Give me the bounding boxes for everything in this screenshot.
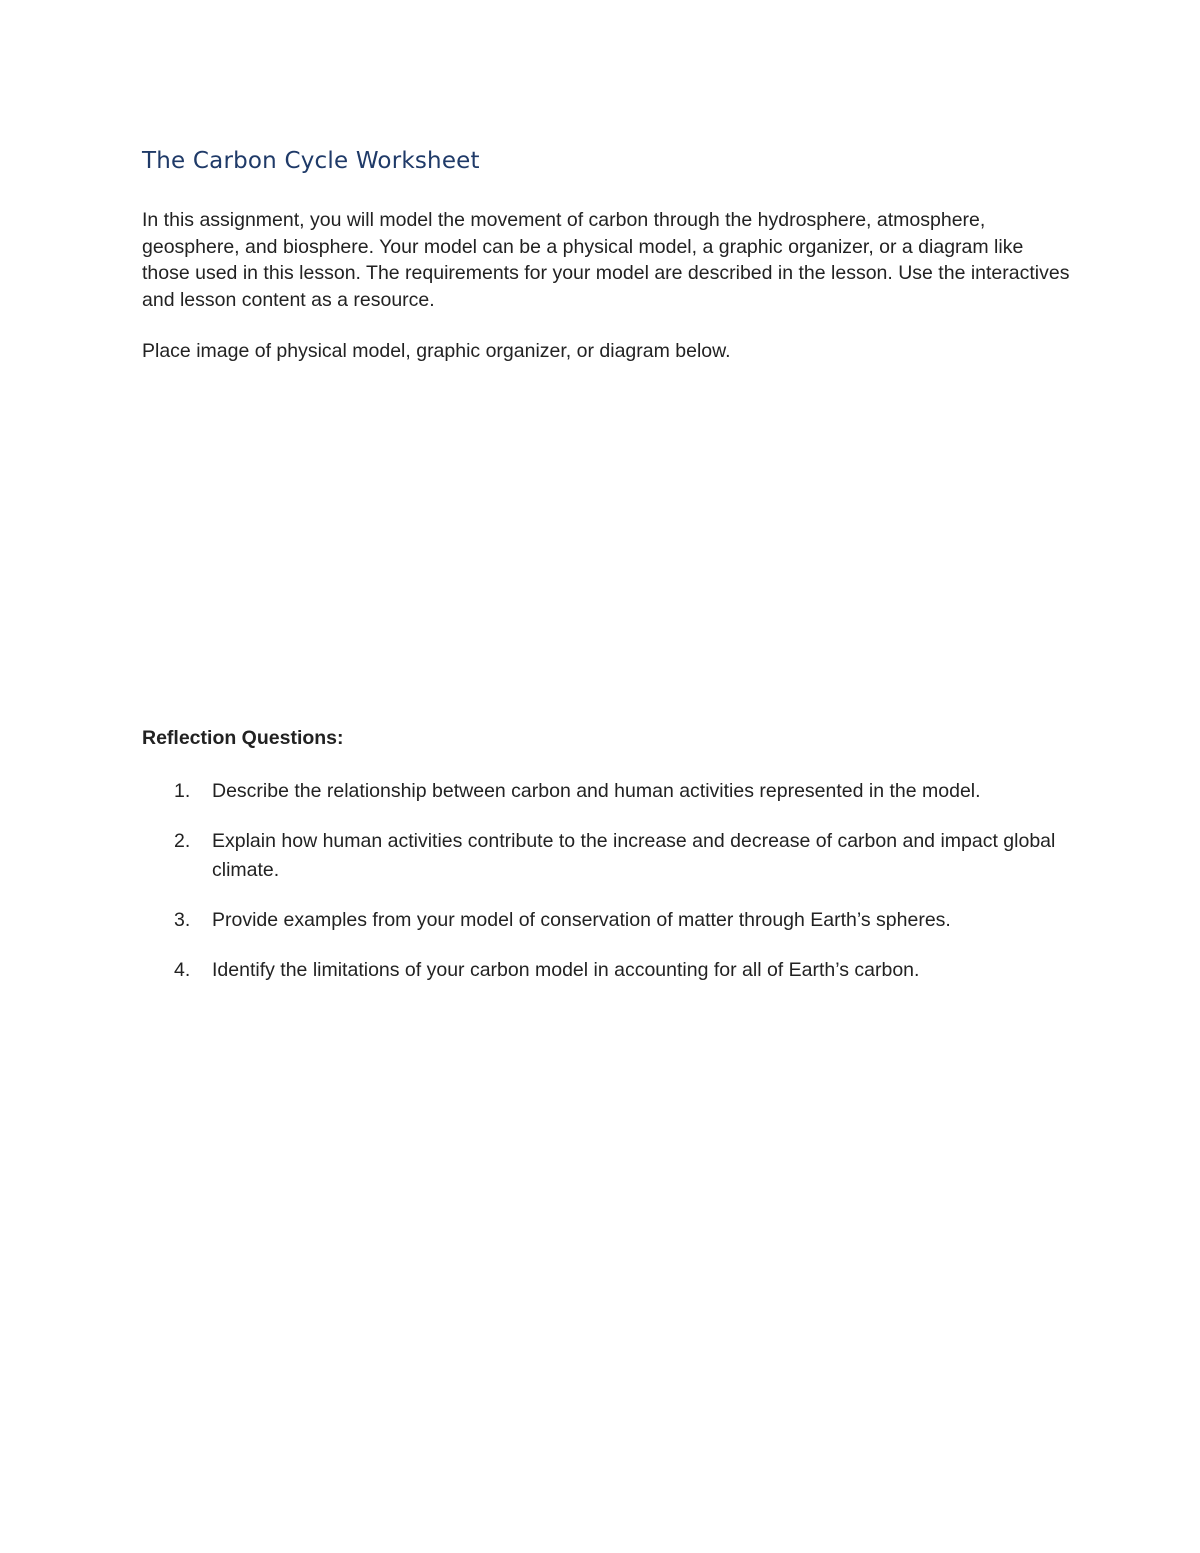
question-text: Describe the relationship between carbon and human activities represented in the model. xyxy=(212,780,981,802)
question-number: 2. xyxy=(174,830,191,852)
question-text: Explain how human activities contribute to the increase and decrease of carbon and impact global climate. xyxy=(212,830,1056,881)
reflection-heading: Reflection Questions: xyxy=(142,727,344,749)
question-item-3 xyxy=(142,906,1072,935)
question-item-2 xyxy=(142,827,1072,885)
place-image-instruction: Place image of physical model, graphic organizer, or diagram below. xyxy=(142,340,731,362)
intro-paragraph: In this assignment, you will model the movement of carbon through the hydrosphere, atmosphere, geosphere, and biosphere. Your model can be a physical model, a graphic organizer, or a diagram like those used in this lesson. The requirements for your model are described in the lesson. Use the interactives and lesson content as a resource. xyxy=(142,209,1070,311)
question-text: Identify the limitations of your carbon model in accounting for all of Earth’s carbon. xyxy=(212,959,920,981)
question-text: Provide examples from your model of conservation of matter through Earth’s spheres. xyxy=(212,909,951,931)
model-image-area[interactable] xyxy=(142,380,1058,710)
question-number: 1. xyxy=(174,780,191,802)
page-title: The Carbon Cycle Worksheet xyxy=(142,148,480,174)
question-number: 4. xyxy=(174,959,191,981)
reflection-questions-list xyxy=(142,777,1072,1006)
question-item-1 xyxy=(142,777,1072,806)
question-item-4 xyxy=(142,956,1072,985)
question-number: 3. xyxy=(174,909,191,931)
